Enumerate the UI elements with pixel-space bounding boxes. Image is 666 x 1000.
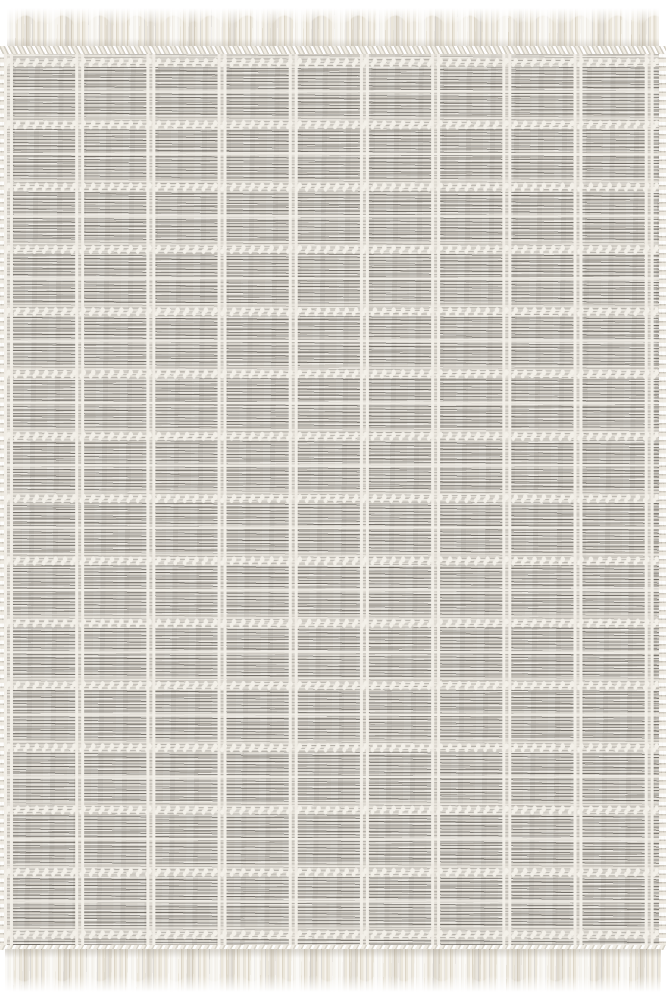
- selvage-right-edge: [659, 54, 666, 945]
- fringe-top: [7, 2, 659, 47]
- rug: [0, 46, 666, 950]
- fringe-bottom: [5, 949, 661, 997]
- rug-field-grid-pattern: [4, 54, 662, 945]
